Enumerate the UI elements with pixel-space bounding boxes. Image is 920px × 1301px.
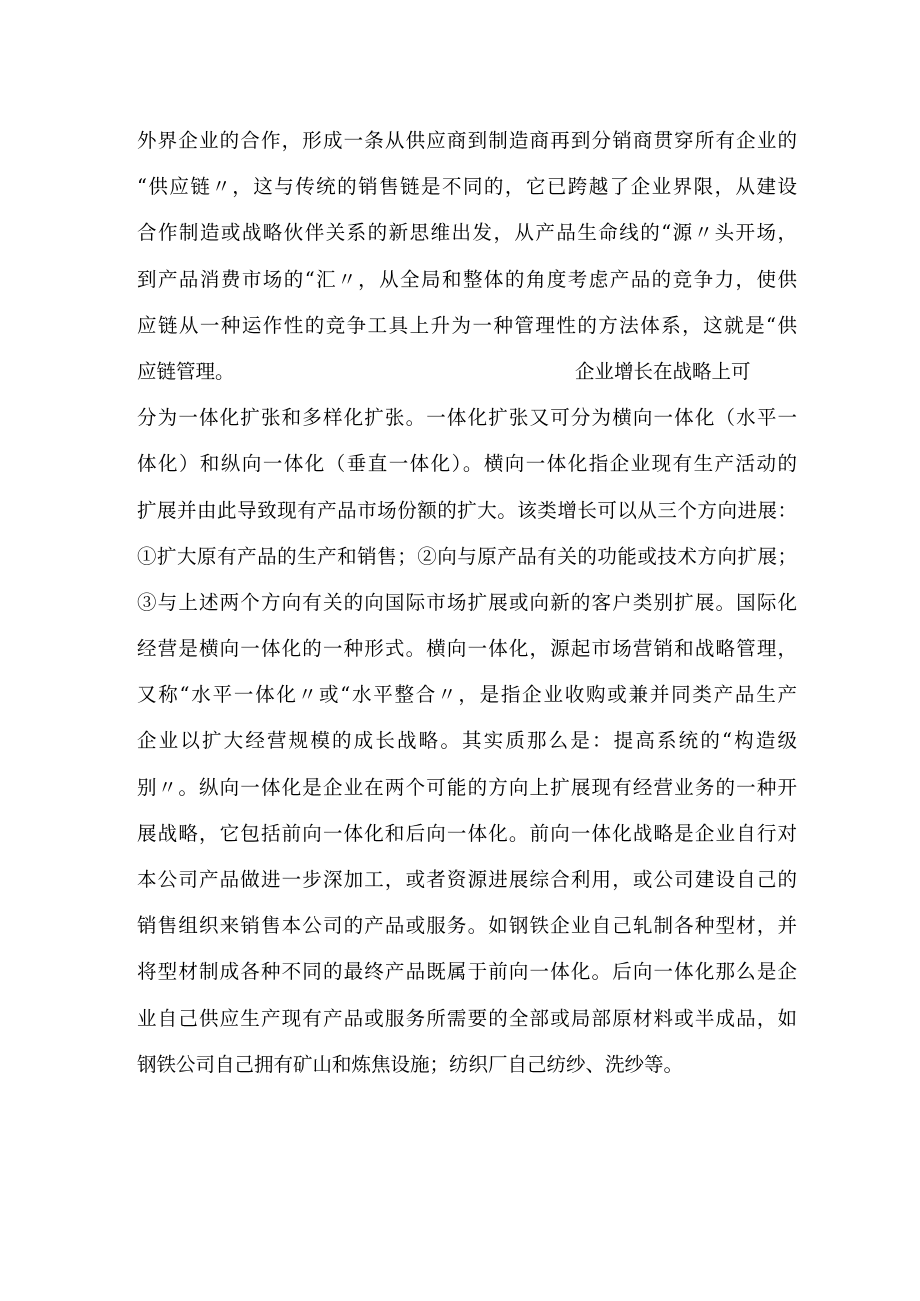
paragraph-start-text: 企业增长在战略上可 [575, 359, 751, 383]
body-text [137, 118, 797, 1088]
text-line [137, 349, 797, 395]
text-line: 业自己供应生产现有产品或服务所需要的全部或局部原材料或半成品，如 [137, 1006, 797, 1030]
text-line: “供应链〃，这与传统的销售链是不同的，它已跨越了企业界限，从建设 [137, 175, 797, 199]
text-line: 合作制造或战略伙伴关系的新思维出发，从产品生命线的“源〃头开场， [137, 221, 797, 245]
text-line: ③与上述两个方向有关的向国际市场扩展或向新的客户类别扩展。国际化 [137, 590, 797, 614]
text-line: 经营是横向一体化的一种形式。横向一体化，源起市场营销和战略管理， [137, 637, 797, 661]
paragraph-end-text: 应链管理。 [137, 359, 235, 383]
text-line: 又称“水平一体化〃或“水平整合〃，是指企业收购或兼并同类产品生产 [137, 683, 797, 707]
text-line: 销售组织来销售本公司的产品或服务。如钢铁企业自己轧制各种型材，并 [137, 914, 797, 938]
text-line: 展战略，它包括前向一体化和后向一体化。前向一体化战略是企业自行对 [137, 821, 797, 845]
text-line: 体化）和纵向一体化（垂直一体化）。横向一体化指企业现有生产活动的 [137, 452, 797, 476]
text-line: 本公司产品做进一步深加工，或者资源进展综合利用，或公司建设自己的 [137, 868, 797, 891]
text-line: 分为一体化扩张和多样化扩张。一体化扩张又可分为横向一体化（水平一 [137, 406, 797, 430]
text-line: 外界企业的合作，形成一条从供应商到制造商再到分销商贯穿所有企业的 [137, 129, 797, 152]
text-line: 到产品消费市场的“汇〃，从全局和整体的角度考虑产品的竞争力，使供 [137, 267, 797, 291]
text-line: 钢铁公司自己拥有矿山和炼焦设施；纺织厂自己纺纱、洗纱等。 [137, 1052, 684, 1076]
text-line: 应链从一种运作性的竞争工具上升为一种管理性的方法体系，这就是“供 [137, 313, 797, 337]
text-line: 将型材制成各种不同的最终产品既属于前向一体化。后向一体化那么是企 [137, 960, 797, 984]
text-line: 别〃。纵向一体化是企业在两个可能的方向上扩展现有经营业务的一种开 [137, 775, 797, 799]
text-line: ①扩大原有产品的生产和销售；②向与原产品有关的功能或技术方向扩展； [137, 544, 797, 568]
text-line: 扩展并由此导致现有产品市场份额的扩大。该类增长可以从三个方向进展： [137, 498, 797, 522]
text-line: 企业以扩大经营规模的成长战略。其实质那么是：提高系统的“构造级 [137, 729, 797, 753]
